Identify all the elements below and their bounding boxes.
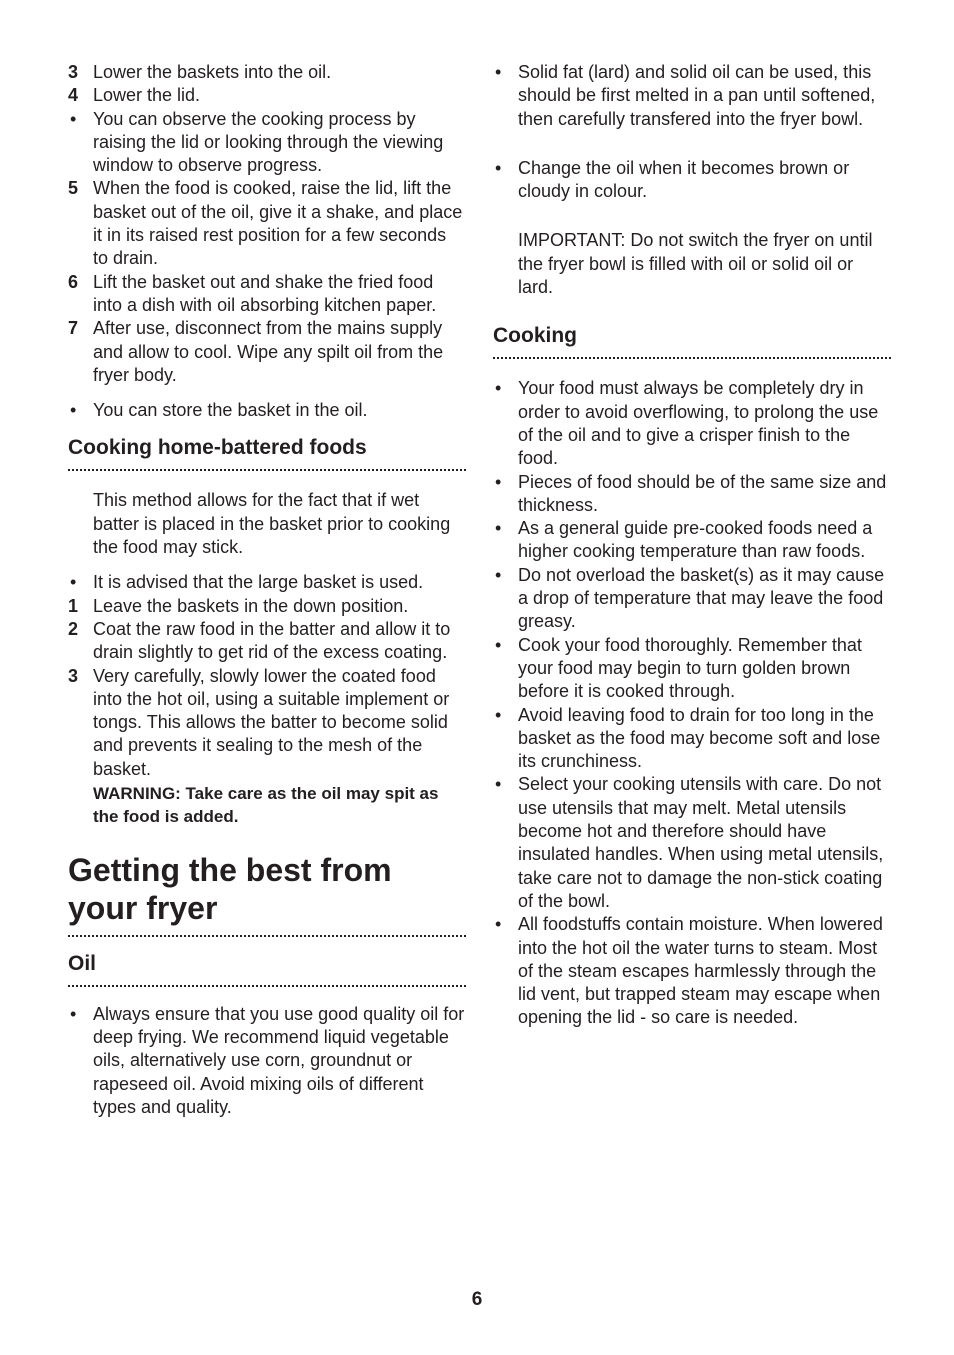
list-item (68, 108, 466, 178)
item-text: Change the oil when it becomes brown or cloudy in colour. (518, 157, 850, 202)
list-item (493, 377, 891, 470)
list-item (493, 913, 891, 1029)
list-item (68, 271, 466, 318)
important-note: IMPORTANT: Do not switch the fryer on until the fryer bowl is filled with oil or solid oil or lard. (518, 230, 873, 298)
list-item (493, 634, 891, 704)
step-number: 6 (68, 271, 79, 292)
step-number: 1 (68, 595, 79, 616)
bullet-icon: • (495, 518, 502, 539)
step-text: After use, disconnect from the mains supply and allow to cool. Wipe any spilt oil from the fryer body. (93, 318, 444, 385)
item-text: Do not overload the basket(s) as it may cause a drop of temperature that may leave the food greasy. (518, 564, 885, 632)
list-item (68, 1003, 466, 1119)
section-heading-oil: Oil (68, 951, 466, 987)
list-item (68, 399, 466, 422)
title-line: your fryer (68, 889, 218, 926)
intro-paragraph: This method allows for the fact that if wet batter is placed in the basket prior to cooking the food may stick. (93, 490, 451, 558)
right-column (493, 61, 891, 1030)
bullet-icon: • (495, 634, 502, 655)
step-text: Lower the baskets into the oil. (93, 62, 332, 82)
list-item (68, 61, 466, 84)
item-text: Pieces of food should be of the same size and thickness. (518, 471, 887, 515)
step-number: 5 (68, 178, 79, 199)
list-item (493, 773, 891, 913)
bullet-icon: • (70, 1003, 77, 1024)
bullet-icon: • (495, 378, 502, 399)
bullet-icon: • (70, 108, 77, 129)
list-item (68, 84, 466, 107)
store-note-text: You can store the basket in the oil. (93, 400, 368, 421)
list-item (68, 618, 466, 665)
section-heading-cooking: Cooking (493, 323, 891, 359)
item-text: As a general guide pre-cooked foods need a higher cooking temperature than raw foods. (518, 518, 873, 562)
step-text: Lift the basket out and shake the fried food into a dish with oil absorbing kitchen paper. (93, 271, 437, 315)
bullet-icon: • (70, 572, 77, 593)
bullet-icon: • (495, 704, 502, 725)
bullet-icon: • (495, 564, 502, 585)
bullet-icon: • (495, 157, 502, 178)
step-number: 3 (68, 665, 79, 686)
step-text: It is advised that the large basket is used. (93, 572, 424, 593)
list-item (493, 517, 891, 564)
step-number: 7 (68, 318, 79, 339)
list-item (68, 177, 466, 270)
bullet-icon: • (495, 471, 502, 492)
list-item (493, 61, 891, 131)
warning-text: WARNING: Take care as the oil may spit as the food is added. (93, 784, 439, 827)
list-item (68, 595, 466, 618)
bullet-icon: • (495, 914, 502, 935)
list-item (68, 571, 466, 594)
left-column (68, 61, 466, 1119)
step-text: Coat the raw food in the batter and allow it to drain slightly to get rid of the excess coating. (93, 618, 451, 663)
step-text: Lower the lid. (93, 85, 201, 106)
step-text: You can observe the cooking process by raising the lid or looking through the viewing window to observe progress. (93, 108, 444, 176)
step-text: Leave the baskets in the down position. (93, 595, 409, 616)
bullet-icon: • (495, 774, 502, 795)
item-text: Select your cooking utensils with care. Do not use utensils that may melt. Metal utensils become hot and therefore should have insulated handles. When using metal utensils, take care not to damage the non-stick coating of the bowl. (518, 774, 884, 911)
step-text: Very carefully, slowly lower the coated food into the hot oil, using a suitable implement or tongs. This allows the batter to become solid and prevents it sealing to the mesh of the basket. (93, 665, 450, 779)
step-text: When the food is cooked, raise the lid, lift the basket out of the oil, give it a shake, and place it in its raised rest position for a few seconds to drain. (93, 178, 463, 269)
page-number: 6 (471, 1289, 483, 1310)
item-text: Your food must always be completely dry in order to avoid overflowing, to prolong the use of the oil and to give a crisper finish to the food. (518, 378, 879, 469)
list-item (493, 157, 891, 204)
list-item (493, 704, 891, 774)
list-item (493, 471, 891, 518)
step-number: 4 (68, 85, 79, 106)
item-text: Solid fat (lard) and solid oil can be used, this should be first melted in a pan until softened, then carefully transfered into the fryer bowl. (518, 62, 876, 129)
step-number: 2 (68, 618, 79, 639)
list-item (493, 564, 891, 634)
item-text: Always ensure that you use good quality oil for deep frying. We recommend liquid vegetable oils, alternatively use corn, groundnut or rapeseed oil. Avoid mixing oils of different types and quality. (93, 1003, 465, 1117)
page-title (68, 851, 466, 937)
bullet-icon: • (70, 400, 77, 421)
step-list (68, 61, 466, 387)
cooking-list (493, 377, 891, 1029)
step-number: 3 (68, 62, 79, 82)
oil-list (68, 1003, 466, 1119)
title-line: Getting the best from (68, 851, 392, 888)
item-text: Cook your food thoroughly. Remember that your food may begin to turn golden brown before it is cooked through. (518, 634, 862, 702)
list-item (68, 665, 466, 829)
item-text: Avoid leaving food to drain for too long in the basket as the food may become soft and lose its crunchiness. (518, 704, 881, 772)
section-heading-home-battered: Cooking home-battered foods (68, 435, 466, 471)
bullet-icon: • (495, 62, 502, 82)
list-item (68, 317, 466, 387)
step-list (68, 571, 466, 828)
item-text: All foodstuffs contain moisture. When lowered into the hot oil the water turns to steam. Most of the steam escapes harmlessly through the lid vent, but trapped steam may escape when opening the lid - so care is needed. (518, 914, 883, 1028)
